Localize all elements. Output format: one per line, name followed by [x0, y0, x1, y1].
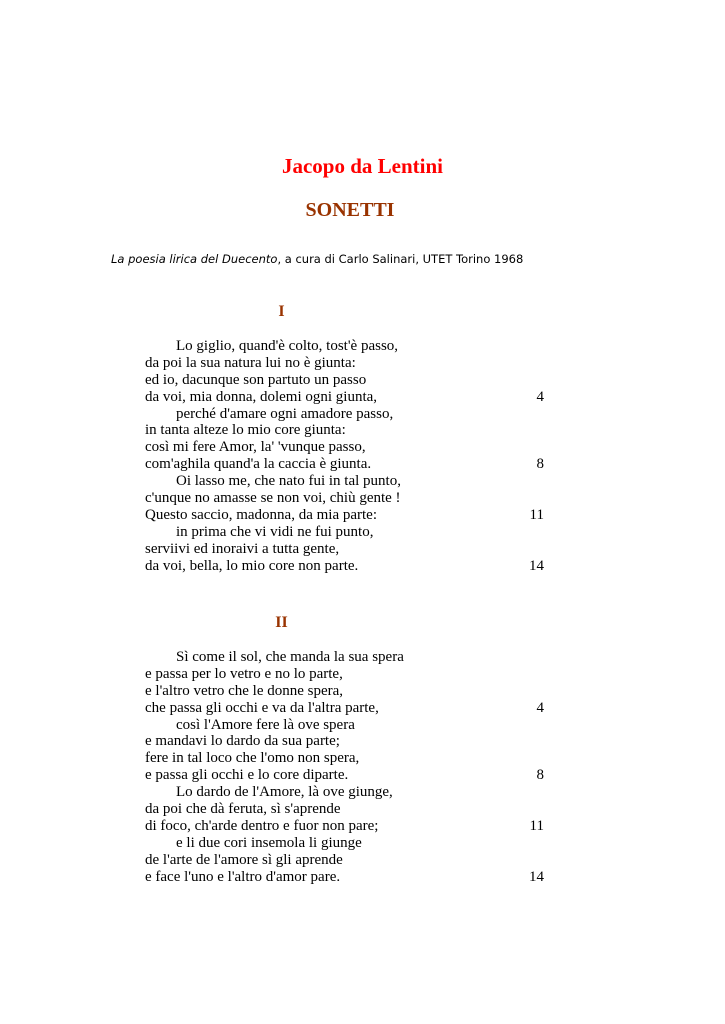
- verse-text: c'unque no amasse se non voi, chiù gente !: [145, 490, 401, 507]
- verse-text: Sì come il sol, che manda la sua spera: [176, 649, 404, 665]
- verse-line: [145, 524, 545, 541]
- verse-text: da poi la sua natura lui no è giunta:: [145, 354, 356, 371]
- verse-text: Oi lasso me, che nato fui in tal punto,: [176, 473, 401, 490]
- verse-number: 8: [536, 767, 544, 784]
- verse-text: Lo giglio, quand'è colto, tost'è passo,: [176, 338, 399, 354]
- verse-text: e li due cori insemola li giunge: [176, 834, 362, 851]
- verse-line: [145, 784, 545, 801]
- verse-text: ed io, dacunque son partuto un passo: [145, 371, 367, 388]
- verse-text: così mi fere Amor, la' 'vunque passo,: [145, 439, 366, 456]
- verse-number: 8: [536, 456, 544, 473]
- verse-line: [145, 541, 545, 558]
- verse-line: [145, 869, 545, 886]
- verse-text: in prima che vi vidi ne fui punto,: [176, 523, 374, 540]
- verse-text: da poi che dà feruta, sì s'aprende: [145, 801, 341, 818]
- verse-number: 11: [529, 817, 544, 834]
- verse-number: 11: [529, 506, 544, 523]
- verse-line: [145, 338, 545, 355]
- verse-line: [145, 372, 545, 389]
- sonnet-2-verses: [145, 649, 545, 885]
- verse-line: [145, 700, 545, 717]
- verse-line: [145, 666, 545, 683]
- verse-text: in tanta alteze lo mio core giunta:: [145, 422, 346, 439]
- verse-line: [145, 355, 545, 372]
- verse-line: [145, 733, 545, 750]
- verse-number: 14: [529, 557, 544, 574]
- verse-line: [145, 717, 545, 734]
- verse-text: Questo saccio, madonna, da mia parte:: [145, 506, 378, 523]
- verse-text: e mandavi lo dardo da sua parte;: [145, 733, 340, 750]
- verse-line: [145, 507, 545, 524]
- verse-text: e passa gli occhi e lo core diparte.: [145, 767, 349, 784]
- verse-line: [145, 818, 545, 835]
- sonnet-number-2: II: [275, 614, 288, 631]
- verse-line: [145, 389, 545, 406]
- verse-line: [145, 422, 545, 439]
- verse-line: [145, 835, 545, 852]
- verse-text: da voi, mia donna, dolemi ogni giunta,: [145, 388, 378, 405]
- verse-text: perché d'amare ogni amadore passo,: [176, 405, 394, 422]
- verse-line: [145, 767, 545, 784]
- verse-text: così l'Amore fere là ove spera: [176, 716, 355, 733]
- verse-text: Lo dardo de l'Amore, là ove giunge,: [176, 784, 393, 801]
- verse-text: serviivi ed inoraivi a tutta gente,: [145, 540, 340, 557]
- verse-number: 4: [536, 699, 544, 716]
- verse-line: [145, 801, 545, 818]
- verse-text: de l'arte de l'amore sì gli aprende: [145, 851, 343, 868]
- verse-line: [145, 558, 545, 575]
- verse-text: da voi, bella, lo mio core non parte.: [145, 557, 359, 574]
- sonnet-1-verses: [145, 338, 545, 574]
- source-book-title: La poesia lirica del Duecento: [111, 252, 278, 266]
- source-details: , a cura di Carlo Salinari, UTET Torino 1968: [277, 252, 524, 266]
- author-title: Jacopo da Lentini: [281, 154, 444, 178]
- verse-text: com'aghila quand'a la caccia è giunta.: [145, 456, 372, 473]
- verse-line: [145, 649, 545, 666]
- verse-line: [145, 406, 545, 423]
- verse-line: [145, 490, 545, 507]
- verse-text: e l'altro vetro che le donne spera,: [145, 682, 344, 699]
- verse-text: di foco, ch'arde dentro e fuor non pare;: [145, 817, 379, 834]
- verse-number: 4: [536, 388, 544, 405]
- verse-line: [145, 852, 545, 869]
- verse-text: e passa per lo vetro e no lo parte,: [145, 665, 343, 682]
- verse-line: [145, 750, 545, 767]
- verse-text: che passa gli occhi e va da l'altra parte,: [145, 699, 379, 716]
- verse-text: fere in tal loco che l'omo non spera,: [145, 750, 360, 767]
- verse-number: 14: [529, 868, 544, 885]
- source-citation: [111, 251, 523, 267]
- verse-line: [145, 439, 545, 456]
- verse-line: [145, 473, 545, 490]
- verse-line: [145, 456, 545, 473]
- verse-text: e face l'uno e l'altro d'amor pare.: [145, 868, 341, 885]
- work-title: SONETTI: [305, 199, 395, 221]
- sonnet-number-1: I: [278, 303, 285, 320]
- verse-line: [145, 683, 545, 700]
